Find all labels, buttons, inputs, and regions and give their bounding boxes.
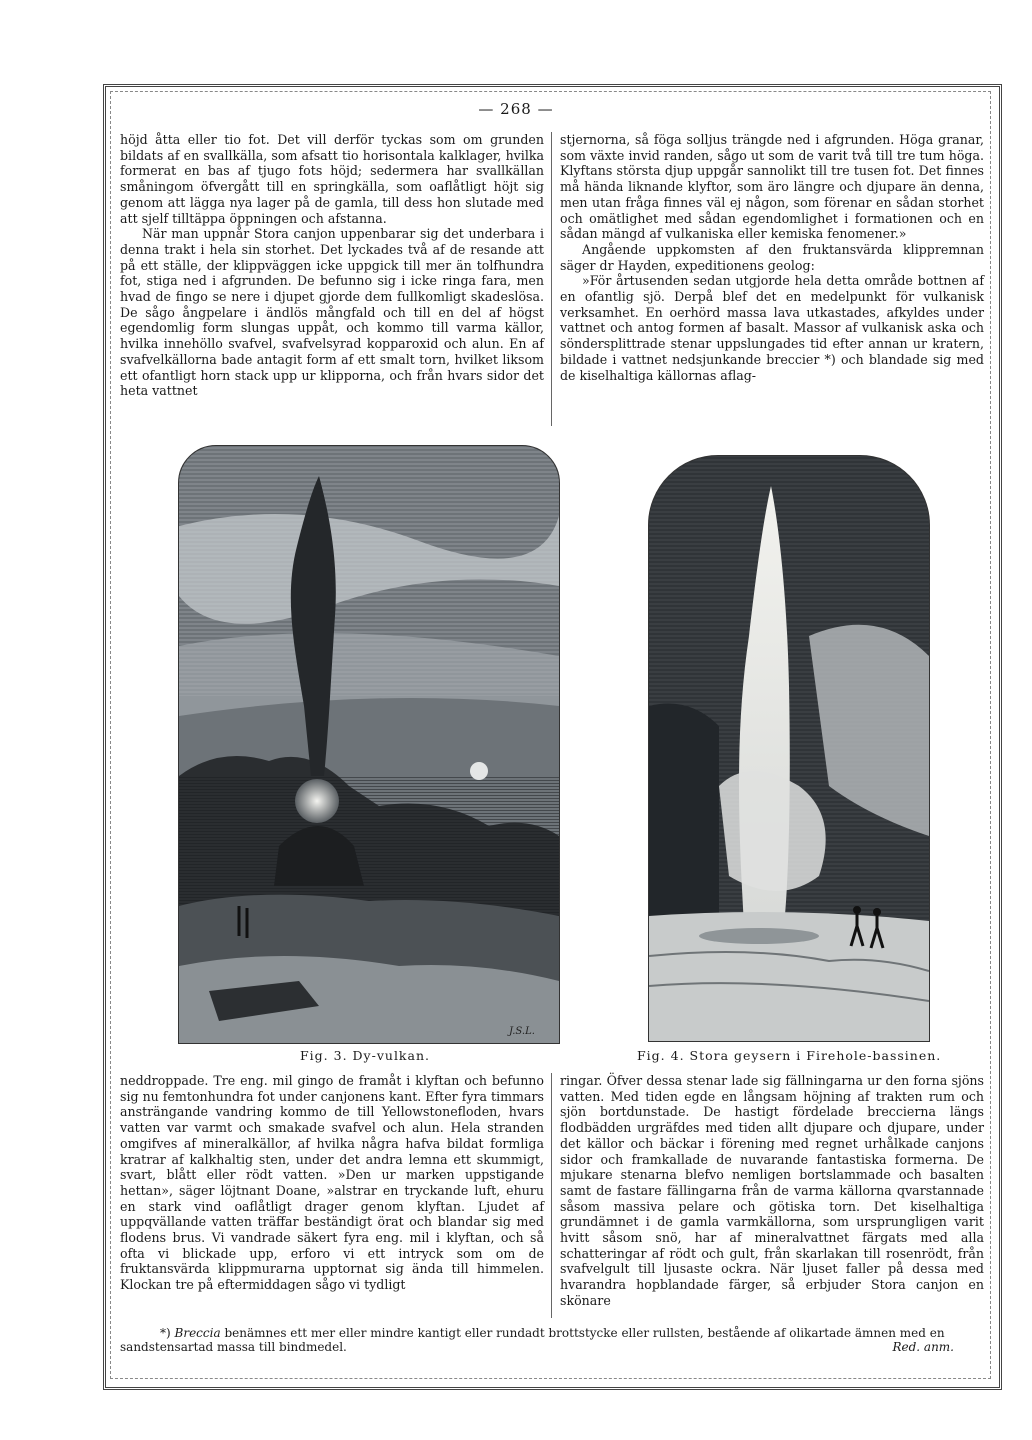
text-column-bottom-left bbox=[120, 1073, 544, 1293]
figure-geyser-illustration bbox=[648, 455, 930, 1042]
footnote bbox=[120, 1326, 984, 1354]
paragraph: stjernorna, så föga solljus trängde ned i afgrunden. Höga granar, som växte invid randen, sågo ut som de varit två till tre tum höga. Klyftans största djup uppgår sannolikt till tre tusen fot. Det finnes må hända liknande klyftor, som äro längre och djupare än denna, men utan fråga finnes väl ej någon, som förenar en sådan storhet och omätlighet med sådan egendomlighet i formationen och en sådan mängd af vulkaniska eller kemiska fenomener.» bbox=[560, 132, 984, 242]
footnote-signature: Red. anm. bbox=[892, 1340, 954, 1354]
footnote-text: benämnes ett mer eller mindre kantigt eller rundadt brottstycke eller rullsten, bestående af olikartade ämnen med en sandstensartad massa till bindmedel. bbox=[120, 1326, 945, 1354]
paragraph: neddroppade. Tre eng. mil gingo de framåt i klyftan och befunno sig nu femtonhundra fot under canjonens kant. Efter fyra timmars ansträngande vandring kommo de till Yellowstonefloden, hvars vatten var varmt och smakade svafvel och alun. Hela stranden omgifves af mineralkällor, af hvilka några hafva bildat formliga kratrar af kalkhaltig sten, under det andra lemna ett skummigt, svart, blått eller rödt vatten. »Den ur marken uppstigande hettan», säger löjtnant Doane, »alstrar en tryckande luft, ehuru en stark vind oaflåtligt drager genom klyftan. Ljudet af uppqvällande vatten träffar beständigt örat och blandar sig med flodens brus. Vi vandrade säkert fyra eng. mil i klyftan, och så ofta vi blickade upp, erforo vi ett intryck som om de fruktansvärda klippmurarna upptornat sig ända till himmelen. Klockan tre på eftermiddagen sågo vi tydligt bbox=[120, 1073, 544, 1293]
page-number: — 268 — bbox=[478, 100, 554, 118]
text-column-bottom-right bbox=[560, 1073, 984, 1309]
figure-dy-vulkan-illustration bbox=[178, 445, 560, 1044]
paragraph: höjd åtta eller tio fot. Det vill derför tyckas som om grunden bildats af en svallkälla, som afsatt tio horisontala kalklager, hvilka formerat en bas af tjugo fots höjd; sedermera har svallkällan småningom öfvergått till en springkälla, som oaflåtligt höjt sig genom att lägga nya lager på de gamla, till dess hon slutade med att sjelf tilltäppa öppningen och afstanna. bbox=[120, 132, 544, 226]
footnote-marker: *) bbox=[160, 1326, 171, 1340]
column-divider-bottom bbox=[551, 1073, 552, 1318]
text-column-top-left bbox=[120, 132, 544, 399]
column-divider-top bbox=[551, 132, 552, 426]
text-column-top-right bbox=[560, 132, 984, 383]
paragraph: När man uppnår Stora canjon uppenbarar sig det underbara i denna trakt i hela sin storhet. Det lyckades två af de resande att på ett ställe, der klippväggen icke uppgick till mer än tolfhundra fot, stiga ned i afgrunden. De befunno sig i icke ringa fara, men hvad de fingo se nere i djupet gjorde dem fullkomligt skadeslösa. De sågo ångpelare i ändlös mångfald och till en del af högst egendomlig form slungas uppåt, och kommo till varma källor, hvilka innehöllo svafvel, svafvelsyrad kopparoxid och alun. En af svafvelkällorna bade antagit form af ett smalt torn, hvilket liksom ett ofantligt horn stack upp ur klipporna, och från hvars sidor det heta vattnet bbox=[120, 226, 544, 399]
footnote-term: Breccia bbox=[174, 1326, 221, 1340]
paragraph: »För årtusenden sedan utgjorde hela detta område bottnen af en ofantlig sjö. Derpå blef det en medelpunkt för vulkanisk verksamhet. En oerhörd massa lava utkastades, afkyldes under vattnet och antog formen af basalt. Massor af vulkanisk aska och söndersplittrade stenar uppslungades tid efter annan ur kratern, bildade i vattnet nedsjunkande breccier *) och blandade sig med de kiselhaltiga källornas aflag- bbox=[560, 273, 984, 383]
engraver-signature: J.S.L. bbox=[509, 1026, 535, 1037]
paragraph: Angående uppkomsten af den fruktansvärda klippremnan säger dr Hayden, expeditionens geolog: bbox=[560, 241, 984, 273]
figure-3-caption: Fig. 3. Dy-vulkan. bbox=[300, 1048, 430, 1063]
figure-4-caption: Fig. 4. Stora geysern i Firehole-bassinen. bbox=[637, 1048, 942, 1063]
paragraph: ringar. Öfver dessa stenar lade sig fällningarna ur den forna sjöns vatten. Med tiden egde en långsam höjning af trakten rum och sjön bortdunstade. De hastigt fördelade breccierna längs flodbädden urgräfdes med tiden allt djupare och djupare, under det källor och bäckar i förening med regnet urhålkade canjons sidor och framkallade de nuvarande fantastiska formerna. De mjukare stenarna blefvo nemligen bortslammade och basalten samt de fastare fällingarna från de varma källorna qvarstannade såsom massiva pelare och götiska torn. Det kiselhaltiga grundämnet i de gamla varmkällorna, som ursprungligen varit hvitt såsom snö, har af mineralvattnet färgats med alla schatteringar af rödt och gult, från skarlakan till rosenrödt, från svafvelgult till ljusaste ockra. När ljuset faller på dessa med hvarandra hopblandade färger, så erbjuder Stora canjon en skönare bbox=[560, 1073, 984, 1308]
